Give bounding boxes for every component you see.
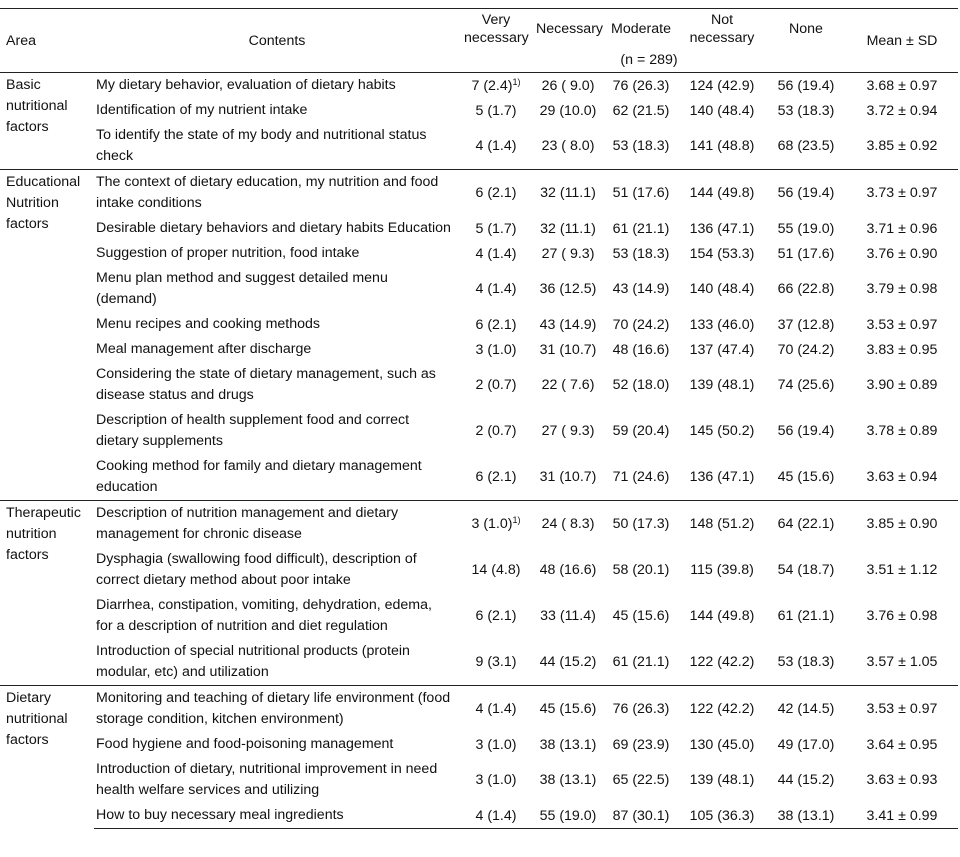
mean-sd-cell: 3.83 ± 0.95 bbox=[866, 341, 938, 358]
not-necessary-cell-value: 141 (48.8) bbox=[689, 138, 755, 154]
moderate-cell-value: 52 (18.0) bbox=[612, 377, 670, 393]
necessary-cell-value: 24 ( 8.3) bbox=[541, 516, 595, 532]
moderate-cell bbox=[604, 337, 678, 362]
very-necessary-value: 6 (2.1) bbox=[475, 469, 517, 485]
very-necessary-cell bbox=[460, 732, 532, 757]
necessary-cell bbox=[532, 757, 604, 803]
moderate-cell bbox=[604, 547, 678, 593]
mean-sd-cell: 3.41 ± 0.99 bbox=[846, 803, 958, 829]
not-necessary-cell-value: 140 (48.4) bbox=[689, 102, 755, 119]
very-necessary-cell bbox=[460, 501, 532, 548]
none-cell-value: 64 (22.1) bbox=[777, 516, 835, 532]
necessary-cell bbox=[532, 362, 604, 408]
not-necessary-cell-value: 154 (53.3) bbox=[689, 245, 755, 262]
none-cell bbox=[766, 593, 846, 639]
table-row bbox=[0, 547, 958, 593]
moderate-cell bbox=[604, 501, 678, 548]
not-necessary-cell-value: 122 (42.2) bbox=[689, 654, 755, 670]
not-necessary-cell-value: 144 (49.8) bbox=[689, 608, 755, 624]
contents-cell: Diarrhea, constipation, vomiting, dehydration, edema, for a description of nutrition and diet regulation bbox=[96, 597, 432, 634]
necessary-cell-value: 44 (15.2) bbox=[539, 654, 597, 670]
not-necessary-cell-value: 124 (42.9) bbox=[689, 77, 755, 94]
moderate-cell-value: 53 (18.3) bbox=[612, 245, 670, 262]
not-necessary-cell bbox=[678, 241, 766, 266]
very-necessary-value: 4 (1.4) bbox=[475, 245, 517, 262]
very-necessary-value: 3 (1.0) bbox=[475, 736, 517, 753]
not-necessary-cell-value: 122 (42.2) bbox=[689, 701, 755, 717]
very-necessary-cell bbox=[460, 170, 532, 217]
mean-sd-cell: 3.79 ± 0.98 bbox=[866, 281, 938, 297]
survey-table bbox=[0, 8, 958, 829]
table-row bbox=[0, 241, 958, 266]
none-cell bbox=[766, 241, 846, 266]
not-necessary-cell bbox=[678, 98, 766, 123]
very-necessary-cell bbox=[460, 362, 532, 408]
none-cell bbox=[766, 454, 846, 501]
necessary-cell-value: 43 (14.9) bbox=[539, 316, 597, 333]
moderate-cell-value: 50 (17.3) bbox=[612, 516, 670, 532]
very-necessary-cell bbox=[460, 123, 532, 170]
none-cell-value: 45 (15.6) bbox=[777, 469, 835, 485]
necessary-cell-value: 29 (10.0) bbox=[539, 102, 597, 119]
very-necessary-value: 5 (1.7) bbox=[475, 102, 517, 119]
header-very-necessary: Very necessary bbox=[460, 9, 532, 50]
mean-sd-cell: 3.53 ± 0.97 bbox=[866, 316, 938, 333]
necessary-cell-value: 38 (13.1) bbox=[539, 736, 597, 753]
none-cell bbox=[766, 266, 846, 312]
mean-sd-cell: 3.85 ± 0.92 bbox=[866, 138, 938, 154]
table-row bbox=[0, 337, 958, 362]
not-necessary-cell bbox=[678, 686, 766, 733]
necessary-cell-value: 27 ( 9.3) bbox=[541, 423, 595, 439]
mean-sd-cell: 3.85 ± 0.90 bbox=[846, 501, 958, 548]
necessary-cell-value: 32 (11.1) bbox=[540, 220, 596, 237]
mean-sd-cell: 3.72 ± 0.94 bbox=[866, 102, 938, 119]
not-necessary-cell-value: 137 (47.4) bbox=[689, 341, 755, 358]
contents-cell: My dietary behavior, evaluation of dietary habits bbox=[94, 73, 460, 99]
necessary-cell bbox=[532, 501, 604, 548]
moderate-cell-value: 61 (21.1) bbox=[612, 654, 670, 670]
moderate-cell bbox=[604, 170, 678, 217]
moderate-cell-value: 48 (16.6) bbox=[612, 341, 670, 358]
moderate-cell-value: 45 (15.6) bbox=[612, 608, 670, 624]
table-row bbox=[0, 593, 958, 639]
necessary-cell-value: 36 (12.5) bbox=[539, 281, 597, 297]
not-necessary-cell bbox=[678, 757, 766, 803]
mean-sd-cell: 3.51 ± 1.12 bbox=[866, 562, 938, 578]
very-necessary-cell bbox=[460, 73, 532, 99]
table-row bbox=[0, 98, 958, 123]
necessary-cell-value: 31 (10.7) bbox=[539, 469, 597, 485]
necessary-cell bbox=[532, 73, 604, 99]
header-none: None bbox=[766, 9, 846, 50]
very-necessary-cell bbox=[460, 639, 532, 686]
moderate-cell bbox=[604, 639, 678, 686]
necessary-cell-value: 48 (16.6) bbox=[539, 562, 597, 578]
none-cell bbox=[766, 757, 846, 803]
none-cell bbox=[766, 732, 846, 757]
table-row bbox=[0, 639, 958, 686]
necessary-cell bbox=[532, 170, 604, 217]
contents-cell: Monitoring and teaching of dietary life environment (food storage condition, kitchen environment) bbox=[94, 686, 460, 733]
not-necessary-cell bbox=[678, 73, 766, 99]
moderate-cell bbox=[604, 408, 678, 454]
none-cell bbox=[766, 337, 846, 362]
moderate-cell-value: 43 (14.9) bbox=[612, 281, 670, 297]
table-row bbox=[0, 803, 958, 829]
moderate-cell bbox=[604, 732, 678, 757]
none-cell bbox=[766, 408, 846, 454]
necessary-cell-value: 55 (19.0) bbox=[539, 807, 597, 824]
table-row bbox=[0, 170, 958, 217]
moderate-cell-value: 70 (24.2) bbox=[612, 316, 670, 333]
table-body bbox=[0, 73, 958, 829]
table-row bbox=[0, 123, 958, 170]
not-necessary-cell-value: 145 (50.2) bbox=[689, 423, 755, 439]
mean-sd-cell: 3.76 ± 0.90 bbox=[866, 245, 938, 262]
moderate-cell-value: 76 (26.3) bbox=[612, 701, 670, 717]
moderate-cell bbox=[604, 73, 678, 99]
none-cell bbox=[766, 547, 846, 593]
none-cell bbox=[766, 362, 846, 408]
very-necessary-cell bbox=[460, 216, 532, 241]
contents-cell: How to buy necessary meal ingredients bbox=[94, 803, 460, 829]
mean-sd-cell: 3.53 ± 0.97 bbox=[846, 686, 958, 733]
header-contents: Contents bbox=[94, 9, 460, 73]
very-necessary-value: 3 (1.0) bbox=[475, 772, 517, 788]
header-spacer bbox=[766, 49, 846, 73]
very-necessary-cell bbox=[460, 241, 532, 266]
none-cell-value: 56 (19.4) bbox=[777, 423, 835, 439]
contents-cell: Menu recipes and cooking methods bbox=[96, 316, 320, 332]
necessary-cell bbox=[532, 686, 604, 733]
contents-cell: Description of nutrition management and dietary management for chronic disease bbox=[94, 501, 460, 548]
very-necessary-value: 6 (2.1) bbox=[475, 185, 517, 201]
necessary-cell-value: 45 (15.6) bbox=[539, 701, 597, 717]
table-row bbox=[0, 408, 958, 454]
mean-sd-cell: 3.78 ± 0.89 bbox=[866, 423, 938, 439]
not-necessary-cell bbox=[678, 170, 766, 217]
very-necessary-value: 4 (1.4) bbox=[475, 138, 517, 154]
contents-cell: Considering the state of dietary management, such as disease status and drugs bbox=[96, 366, 436, 403]
necessary-cell bbox=[532, 266, 604, 312]
necessary-cell-value: 22 ( 7.6) bbox=[541, 377, 595, 393]
very-necessary-cell bbox=[460, 593, 532, 639]
header-not-necessary: Not necessary bbox=[678, 9, 766, 50]
table-row bbox=[0, 757, 958, 803]
not-necessary-cell bbox=[678, 266, 766, 312]
none-cell-value: 61 (21.1) bbox=[777, 608, 835, 624]
contents-cell: Introduction of dietary, nutritional improvement in need health welfare services and utilizing bbox=[96, 761, 438, 798]
moderate-cell-value: 61 (21.1) bbox=[612, 220, 670, 237]
moderate-cell-value: 59 (20.4) bbox=[612, 423, 670, 439]
very-necessary-value: 6 (2.1) bbox=[475, 316, 517, 333]
none-cell-value: 51 (17.6) bbox=[777, 245, 835, 262]
necessary-cell bbox=[532, 547, 604, 593]
necessary-cell bbox=[532, 454, 604, 501]
very-necessary-cell bbox=[460, 454, 532, 501]
necessary-cell-value: 26 ( 9.0) bbox=[541, 77, 595, 94]
table-row bbox=[0, 501, 958, 548]
moderate-cell bbox=[604, 686, 678, 733]
none-cell-value: 56 (19.4) bbox=[777, 77, 835, 94]
not-necessary-cell bbox=[678, 337, 766, 362]
table-header bbox=[0, 9, 958, 73]
none-cell bbox=[766, 216, 846, 241]
moderate-cell bbox=[604, 123, 678, 170]
table-row bbox=[0, 732, 958, 757]
mean-sd-cell: 3.64 ± 0.95 bbox=[866, 736, 938, 753]
very-necessary-cell bbox=[460, 408, 532, 454]
table-row bbox=[0, 686, 958, 733]
header-spacer bbox=[460, 49, 532, 73]
none-cell bbox=[766, 312, 846, 337]
sample-size-note: (n = 289) bbox=[532, 49, 766, 73]
very-necessary-value: 4 (1.4) bbox=[475, 807, 517, 824]
moderate-cell bbox=[604, 757, 678, 803]
very-necessary-cell bbox=[460, 757, 532, 803]
none-cell-value: 37 (12.8) bbox=[777, 316, 835, 333]
not-necessary-cell-value: 144 (49.8) bbox=[689, 185, 755, 201]
necessary-cell bbox=[532, 408, 604, 454]
header-area: Area bbox=[0, 9, 94, 73]
necessary-cell-value: 27 ( 9.3) bbox=[541, 245, 595, 262]
none-cell-value: 42 (14.5) bbox=[777, 701, 835, 717]
none-cell bbox=[766, 73, 846, 99]
not-necessary-cell bbox=[678, 454, 766, 501]
none-cell-value: 38 (13.1) bbox=[777, 807, 835, 824]
necessary-cell bbox=[532, 803, 604, 829]
not-necessary-cell bbox=[678, 501, 766, 548]
very-necessary-cell bbox=[460, 803, 532, 829]
moderate-cell bbox=[604, 362, 678, 408]
none-cell bbox=[766, 98, 846, 123]
table-row bbox=[0, 73, 958, 99]
not-necessary-cell-value: 133 (46.0) bbox=[689, 316, 755, 333]
necessary-cell bbox=[532, 337, 604, 362]
very-necessary-value: 2 (0.7) bbox=[475, 423, 517, 439]
not-necessary-cell-value: 139 (48.1) bbox=[689, 772, 755, 788]
necessary-cell-value: 23 ( 8.0) bbox=[541, 138, 595, 154]
none-cell-value: 53 (18.3) bbox=[777, 654, 835, 670]
header-mean-sd: Mean ± SD bbox=[846, 9, 958, 73]
footnote-marker: 1) bbox=[512, 76, 521, 87]
contents-cell: Menu plan method and suggest detailed menu (demand) bbox=[96, 270, 388, 307]
necessary-cell bbox=[532, 639, 604, 686]
none-cell-value: 55 (19.0) bbox=[777, 220, 835, 237]
contents-cell: Meal management after discharge bbox=[96, 341, 312, 357]
necessary-cell-value: 31 (10.7) bbox=[539, 341, 597, 358]
not-necessary-cell-value: 130 (45.0) bbox=[689, 736, 755, 753]
moderate-cell-value: 71 (24.6) bbox=[612, 469, 670, 485]
contents-cell: Desirable dietary behaviors and dietary habits Education bbox=[96, 220, 451, 236]
none-cell bbox=[766, 501, 846, 548]
none-cell bbox=[766, 639, 846, 686]
none-cell-value: 53 (18.3) bbox=[777, 102, 835, 119]
contents-cell: Identification of my nutrient intake bbox=[96, 102, 308, 118]
not-necessary-cell-value: 136 (47.1) bbox=[689, 220, 755, 237]
necessary-cell bbox=[532, 216, 604, 241]
none-cell bbox=[766, 686, 846, 733]
table-row bbox=[0, 362, 958, 408]
very-necessary-value: 9 (3.1) bbox=[475, 654, 517, 670]
contents-cell: Food hygiene and food-poisoning management bbox=[96, 736, 394, 752]
moderate-cell-value: 53 (18.3) bbox=[612, 138, 670, 154]
moderate-cell bbox=[604, 454, 678, 501]
not-necessary-cell-value: 115 (39.8) bbox=[690, 562, 754, 578]
moderate-cell bbox=[604, 216, 678, 241]
none-cell-value: 70 (24.2) bbox=[777, 341, 835, 358]
very-necessary-value: 2 (0.7) bbox=[475, 377, 517, 393]
none-cell-value: 54 (18.7) bbox=[777, 562, 835, 578]
footnote-marker: 1) bbox=[512, 515, 521, 525]
area-label: Basic nutritional factors bbox=[0, 73, 94, 170]
mean-sd-cell: 3.73 ± 0.97 bbox=[846, 170, 958, 217]
mean-sd-cell: 3.63 ± 0.94 bbox=[866, 469, 938, 485]
very-necessary-cell bbox=[460, 547, 532, 593]
none-cell bbox=[766, 803, 846, 829]
moderate-cell-value: 76 (26.3) bbox=[612, 77, 670, 94]
necessary-cell bbox=[532, 593, 604, 639]
not-necessary-cell-value: 136 (47.1) bbox=[689, 469, 755, 485]
none-cell bbox=[766, 170, 846, 217]
very-necessary-value: 14 (4.8) bbox=[471, 562, 521, 578]
moderate-cell-value: 58 (20.1) bbox=[612, 562, 670, 578]
very-necessary-value: 7 (2.4) bbox=[471, 77, 513, 94]
mean-sd-cell: 3.90 ± 0.89 bbox=[866, 377, 938, 393]
none-cell-value: 66 (22.8) bbox=[777, 281, 835, 297]
not-necessary-cell-value: 139 (48.1) bbox=[689, 377, 755, 393]
very-necessary-cell bbox=[460, 266, 532, 312]
contents-cell: Description of health supplement food and correct dietary supplements bbox=[96, 412, 410, 449]
area-label: Therapeutic nutrition factors bbox=[0, 501, 94, 686]
contents-cell: Suggestion of proper nutrition, food intake bbox=[96, 245, 360, 261]
mean-sd-cell: 3.68 ± 0.97 bbox=[846, 73, 958, 99]
necessary-cell bbox=[532, 123, 604, 170]
table-row bbox=[0, 454, 958, 501]
moderate-cell bbox=[604, 98, 678, 123]
mean-sd-cell: 3.76 ± 0.98 bbox=[866, 608, 938, 624]
mean-sd-cell: 3.63 ± 0.93 bbox=[866, 772, 938, 788]
contents-cell: Introduction of special nutritional products (protein modular, etc) and utilization bbox=[96, 643, 410, 680]
table-row bbox=[0, 266, 958, 312]
necessary-cell bbox=[532, 732, 604, 757]
none-cell-value: 74 (25.6) bbox=[777, 377, 835, 393]
necessary-cell-value: 32 (11.1) bbox=[540, 185, 596, 201]
mean-sd-cell: 3.71 ± 0.96 bbox=[866, 220, 938, 237]
not-necessary-cell bbox=[678, 732, 766, 757]
very-necessary-cell bbox=[460, 686, 532, 733]
moderate-cell bbox=[604, 312, 678, 337]
not-necessary-cell bbox=[678, 639, 766, 686]
contents-cell: Cooking method for family and dietary management education bbox=[96, 458, 422, 495]
contents-cell: Dysphagia (swallowing food difficult), description of correct dietary method about poor intake bbox=[96, 551, 417, 588]
not-necessary-cell bbox=[678, 312, 766, 337]
not-necessary-cell-value: 105 (36.3) bbox=[689, 807, 755, 824]
moderate-cell-value: 87 (30.1) bbox=[612, 807, 670, 824]
very-necessary-value: 4 (1.4) bbox=[475, 701, 517, 717]
very-necessary-cell bbox=[460, 312, 532, 337]
necessary-cell bbox=[532, 98, 604, 123]
very-necessary-cell bbox=[460, 98, 532, 123]
very-necessary-value: 3 (1.0) bbox=[471, 516, 513, 532]
necessary-cell bbox=[532, 241, 604, 266]
moderate-cell bbox=[604, 241, 678, 266]
very-necessary-cell bbox=[460, 337, 532, 362]
table-row bbox=[0, 216, 958, 241]
contents-cell: The context of dietary education, my nutrition and food intake conditions bbox=[94, 170, 460, 217]
very-necessary-value: 3 (1.0) bbox=[475, 341, 517, 358]
mean-sd-cell: 3.57 ± 1.05 bbox=[866, 654, 938, 670]
very-necessary-value: 5 (1.7) bbox=[475, 220, 517, 237]
not-necessary-cell-value: 140 (48.4) bbox=[689, 281, 755, 297]
necessary-cell-value: 33 (11.4) bbox=[540, 608, 596, 624]
not-necessary-cell bbox=[678, 362, 766, 408]
none-cell-value: 49 (17.0) bbox=[777, 736, 835, 753]
not-necessary-cell bbox=[678, 123, 766, 170]
not-necessary-cell bbox=[678, 216, 766, 241]
very-necessary-value: 4 (1.4) bbox=[475, 281, 517, 297]
none-cell-value: 68 (23.5) bbox=[777, 138, 835, 154]
necessary-cell-value: 38 (13.1) bbox=[539, 772, 597, 788]
moderate-cell-value: 62 (21.5) bbox=[612, 102, 670, 119]
contents-cell: To identify the state of my body and nutritional status check bbox=[96, 127, 427, 164]
area-label: Educational Nutrition factors bbox=[0, 170, 94, 501]
not-necessary-cell-value: 148 (51.2) bbox=[689, 516, 755, 532]
table-row bbox=[0, 312, 958, 337]
moderate-cell bbox=[604, 266, 678, 312]
header-moderate: Moderate bbox=[604, 9, 678, 50]
header-necessary: Necessary bbox=[532, 9, 604, 50]
moderate-cell bbox=[604, 593, 678, 639]
none-cell-value: 56 (19.4) bbox=[777, 185, 835, 201]
moderate-cell-value: 65 (22.5) bbox=[612, 772, 670, 788]
very-necessary-value: 6 (2.1) bbox=[475, 608, 517, 624]
not-necessary-cell bbox=[678, 547, 766, 593]
not-necessary-cell bbox=[678, 408, 766, 454]
moderate-cell-value: 51 (17.6) bbox=[612, 185, 670, 201]
moderate-cell bbox=[604, 803, 678, 829]
none-cell bbox=[766, 123, 846, 170]
area-label: Dietary nutritional factors bbox=[0, 686, 94, 829]
none-cell-value: 44 (15.2) bbox=[777, 772, 835, 788]
necessary-cell bbox=[532, 312, 604, 337]
moderate-cell-value: 69 (23.9) bbox=[612, 736, 670, 753]
not-necessary-cell bbox=[678, 803, 766, 829]
not-necessary-cell bbox=[678, 593, 766, 639]
